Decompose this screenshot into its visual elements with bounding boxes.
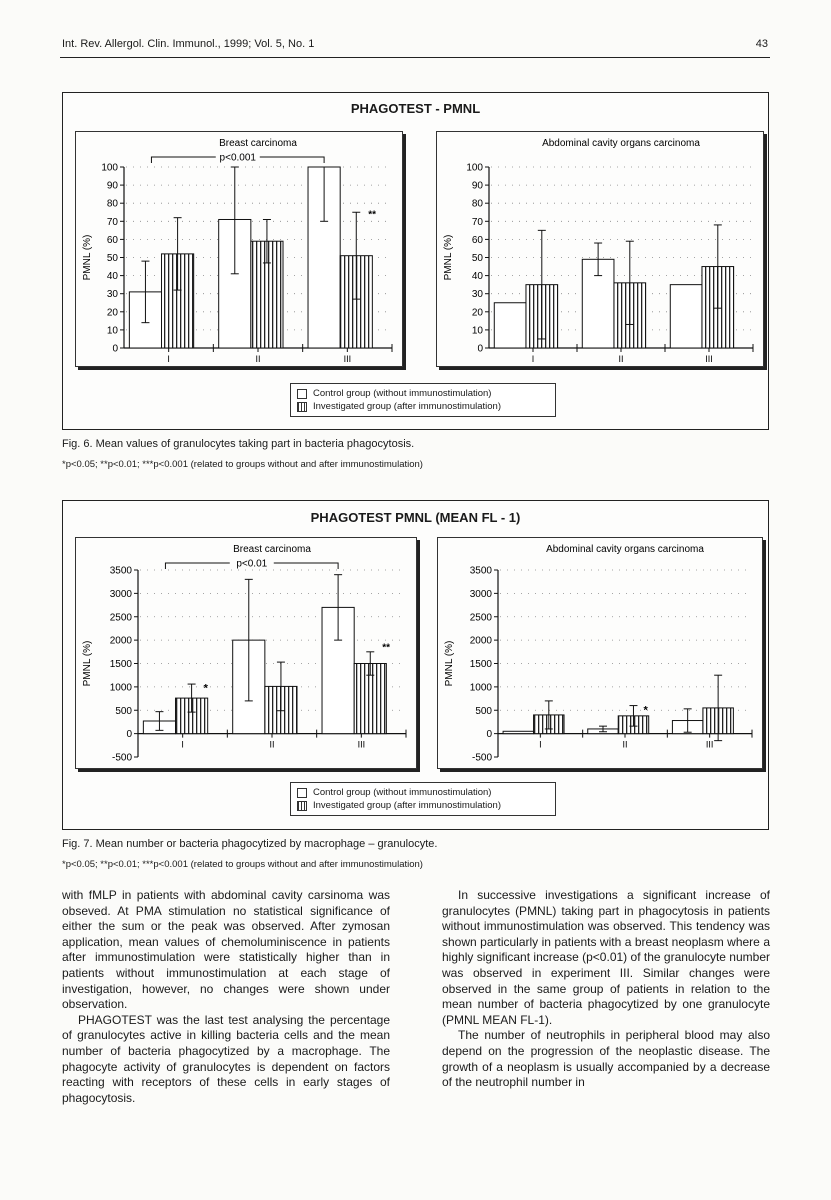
y-tick-label: 20 <box>106 307 118 319</box>
y-tick-label: 1000 <box>469 682 492 694</box>
x-tick-label: I <box>181 739 184 750</box>
y-tick-label: 1000 <box>109 682 132 694</box>
running-header <box>62 38 768 56</box>
figure-6-significance-note: *p<0.05; **p<0.01; ***p<0.001 (related to groups without and after immunostimulation) <box>62 459 423 470</box>
y-tick-label: 0 <box>112 343 118 355</box>
body-column-right <box>442 888 770 1091</box>
figure-7-significance-note: *p<0.05; **p<0.01; ***p<0.001 (related to groups without and after immunostimulation) <box>62 859 423 870</box>
significance-marker: ** <box>368 209 377 221</box>
chart-title: Abdominal cavity organs carcinoma <box>546 544 704 555</box>
y-tick-label: -500 <box>111 752 132 764</box>
y-tick-label: 70 <box>106 216 118 228</box>
y-tick-label: 3500 <box>469 565 492 577</box>
y-tick-label: 40 <box>106 271 118 283</box>
significance-marker: * <box>203 682 208 695</box>
y-tick-label: 80 <box>471 198 483 210</box>
y-tick-label: 30 <box>106 289 118 301</box>
figure-6-caption: Fig. 6. Mean values of granulocytes taking part in bacteria phagocytosis. <box>62 438 415 450</box>
fig7-chart-abdominal <box>438 538 762 768</box>
fig7-chart-breast <box>76 538 416 768</box>
x-tick-label: I <box>167 354 170 364</box>
header-rule <box>60 57 770 58</box>
legend-swatch-striped <box>297 402 307 412</box>
legend-label: Investigated group (after immunostimulation) <box>313 800 501 811</box>
y-tick-label: 30 <box>471 289 483 301</box>
legend-item-investigated <box>297 799 549 812</box>
legend-item-control <box>297 387 549 400</box>
legend-swatch-open <box>297 389 307 399</box>
x-tick-label: III <box>705 739 714 750</box>
chart-title: Breast carcinoma <box>219 138 297 149</box>
y-tick-label: 40 <box>471 271 483 283</box>
y-tick-label: 1500 <box>469 659 492 670</box>
y-tick-label: 1500 <box>109 659 132 670</box>
legend-item-investigated <box>297 400 549 413</box>
figure-6 <box>62 92 769 430</box>
legend-item-control <box>297 786 549 799</box>
y-tick-label: 2500 <box>109 612 132 624</box>
x-tick-label: II <box>618 354 624 364</box>
body-paragraph: In successive investigations a significant increase of granulocytes (PMNL) taking part in phagocytosis in patients without immunostimulation was observed. This tendency was shown particularly in patients with a breast neoplasm where a highly significant increase (p<0.01) of the granulocyte number was observed in experiment III. Similar changes were observed in the same group of patients in relation to the mean number of bacteria phagocytized by one granulocyte (PMNL MEAN FL-1). <box>442 888 770 1027</box>
y-axis-label: PMNL (%) <box>82 640 93 687</box>
y-axis-label: PMNL (%) <box>444 640 455 687</box>
fig6-chart-abdominal <box>437 132 763 366</box>
figure-6-title: PHAGOTEST - PMNL <box>350 101 481 116</box>
y-tick-label: 90 <box>471 180 483 192</box>
fig6-panel-abdominal <box>436 131 764 367</box>
body-paragraph: with fMLP in patients with abdominal cavity carsinoma was obseved. At PMA stimulation no statistical significance of either the sum or the peak was observed. After zymosan application, mean values of chemoluminiscence in patients after immunostimulation were statistically higher than in patients without immunostimulation at each stage of investigation, however, no changes were shown under observation. <box>62 888 390 1012</box>
x-tick-label: I <box>539 739 542 750</box>
body-paragraph: PHAGOTEST was the last test analysing the percentage of granulocytes active in killing bacteria cells and the mean number of bacteria phagocytized by a macrophage. The phagocyte activity of granulocytes is dependent on factors reacting with receptors of these cells in early stages of phagocytosis. <box>62 1012 390 1105</box>
fig7-panel-abdominal <box>437 537 763 769</box>
significance-marker: ** <box>382 642 391 654</box>
y-tick-label: 3500 <box>109 565 132 577</box>
y-tick-label: 3000 <box>469 588 492 600</box>
y-axis-label: PMNL (%) <box>443 234 454 281</box>
legend-label: Investigated group (after immunostimulation) <box>313 401 501 412</box>
y-tick-label: 0 <box>486 729 492 741</box>
y-tick-label: 70 <box>471 216 483 228</box>
chart-title: Abdominal cavity organs carcinoma <box>542 138 700 149</box>
significance-label: p<0.01 <box>236 558 268 570</box>
y-axis-label: PMNL (%) <box>82 234 93 281</box>
fig6-chart-breast <box>76 132 402 366</box>
bar-control <box>494 303 526 348</box>
y-tick-label: 50 <box>471 253 483 264</box>
legend-swatch-striped <box>297 801 307 811</box>
y-tick-label: -500 <box>471 752 492 764</box>
y-tick-label: 2000 <box>469 635 492 647</box>
bar-control <box>503 731 533 733</box>
x-tick-label: II <box>255 354 261 364</box>
x-tick-label: III <box>705 354 713 364</box>
x-tick-label: I <box>531 354 535 364</box>
fig6-legend <box>290 383 556 417</box>
y-tick-label: 0 <box>126 729 132 741</box>
body-paragraph: The number of neutrophils in peripheral blood may also depend on the progression of the neoplastic disease. The growth of a neoplasm is usually accompanied by a decrease of the neutrophil number in <box>442 1028 770 1090</box>
bar-control <box>670 285 702 348</box>
y-tick-label: 80 <box>106 198 118 210</box>
x-tick-label: III <box>343 354 352 364</box>
y-tick-label: 100 <box>101 162 118 174</box>
y-tick-label: 60 <box>471 234 483 246</box>
x-tick-label: II <box>269 739 275 750</box>
fig6-panel-breast <box>75 131 403 367</box>
y-tick-label: 0 <box>477 343 483 355</box>
legend-label: Control group (without immunostimulation) <box>313 388 492 399</box>
y-tick-label: 10 <box>106 325 118 337</box>
legend-label: Control group (without immunostimulation) <box>313 787 492 798</box>
y-tick-label: 50 <box>106 253 118 264</box>
chart-title: Breast carcinoma <box>233 544 311 555</box>
figure-7 <box>62 500 769 830</box>
page-number: 43 <box>755 38 768 50</box>
y-tick-label: 90 <box>106 180 118 192</box>
body-column-left <box>62 888 390 1106</box>
fig7-legend <box>290 782 556 816</box>
x-tick-label: II <box>622 739 628 750</box>
y-tick-label: 3000 <box>109 588 132 600</box>
y-tick-label: 500 <box>475 705 492 717</box>
y-tick-label: 500 <box>115 705 132 717</box>
y-tick-label: 2000 <box>109 635 132 647</box>
y-tick-label: 10 <box>471 325 483 337</box>
fig7-panel-breast <box>75 537 417 769</box>
significance-label: p<0.001 <box>219 152 256 164</box>
figure-7-title: PHAGOTEST PMNL (MEAN FL - 1) <box>310 510 521 525</box>
journal-citation: Int. Rev. Allergol. Clin. Immunol., 1999; Vol. 5, No. 1 <box>62 38 315 50</box>
legend-swatch-open <box>297 788 307 798</box>
y-tick-label: 20 <box>471 307 483 319</box>
figure-7-caption: Fig. 7. Mean number or bacteria phagocytized by macrophage – granulocyte. <box>62 838 438 850</box>
y-tick-label: 100 <box>466 162 483 174</box>
significance-marker: * <box>643 704 648 717</box>
y-tick-label: 60 <box>106 234 118 246</box>
x-tick-label: III <box>357 739 366 750</box>
y-tick-label: 2500 <box>469 612 492 624</box>
